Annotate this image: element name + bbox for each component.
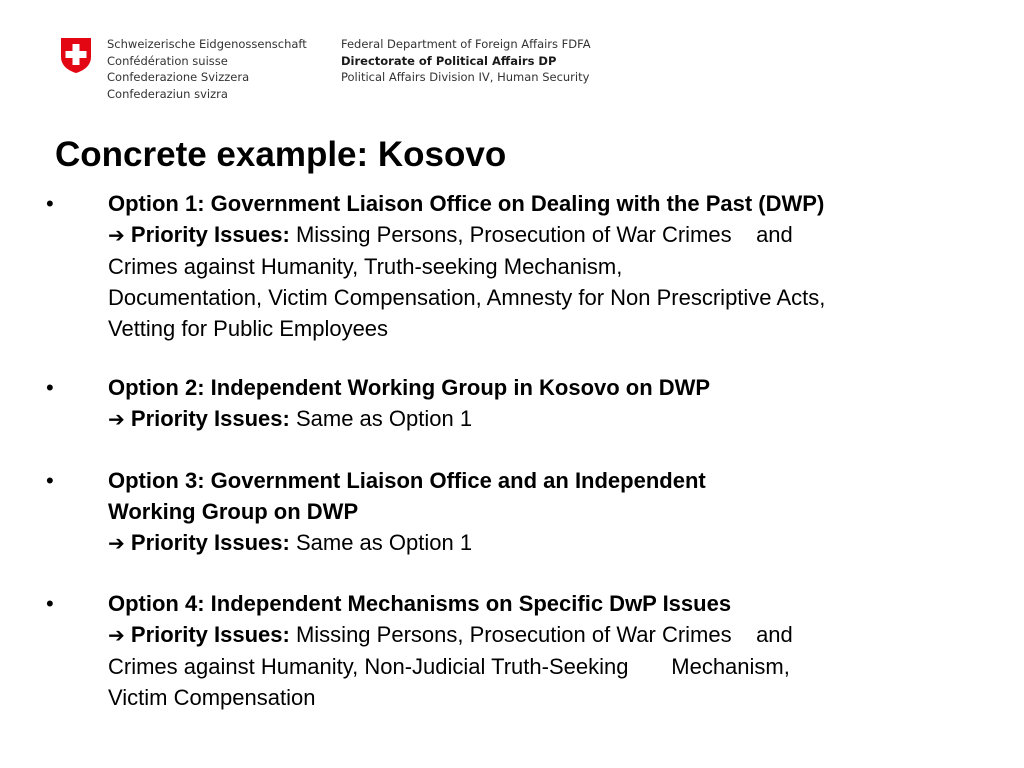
confederation-name-fr: Confédération suisse — [107, 53, 228, 68]
option-text-1 — [108, 188, 1008, 344]
option-heading: Option 2: Independent Working Group in Kosovo on DWP — [108, 375, 711, 400]
priority-line — [108, 527, 1008, 559]
confederation-name-de: Schweizerische Eidgenossenschaft — [107, 37, 307, 51]
priority-line — [108, 619, 1008, 651]
confederation-names — [107, 36, 307, 102]
arrow-right-icon: ➔ — [108, 407, 125, 431]
bullet-icon: • — [46, 468, 54, 493]
priority-text: Victim Compensation — [108, 685, 316, 710]
priority-text: Vetting for Public Employees — [108, 316, 389, 341]
priority-text: Missing Persons, Prosecution of War Crimes and — [295, 622, 793, 647]
option-heading: Working Group on DWP — [108, 499, 359, 524]
priority-text: Crimes against Humanity, Non-Judicial Truth-Seeking Mechanism, — [108, 654, 790, 679]
priority-text: Same as Option 1 — [295, 530, 473, 555]
priority-text: Missing Persons, Prosecution of War Crimes and — [295, 222, 793, 247]
priority-text: Crimes against Humanity, Truth-seeking Mechanism, — [108, 254, 623, 279]
priority-line — [108, 403, 1008, 435]
option-heading: Option 3: Government Liaison Office and an Independent — [108, 468, 706, 493]
arrow-right-icon: ➔ — [108, 531, 125, 555]
option-text-2 — [108, 372, 1008, 435]
arrow-right-icon: ➔ — [108, 623, 125, 647]
directorate-name: Directorate of Political Affairs DP — [341, 53, 557, 68]
priority-label: Priority Issues: — [130, 222, 290, 247]
slide-title: Concrete example: Kosovo — [55, 135, 507, 174]
priority-text: Same as Option 1 — [295, 406, 473, 431]
priority-label: Priority Issues: — [130, 622, 290, 647]
option-text-4 — [108, 588, 1008, 713]
division-name: Political Affairs Division IV, Human Security — [341, 70, 590, 84]
department-info — [341, 36, 591, 86]
option-heading: Option 1: Government Liaison Office on Dealing with the Past (DWP) — [108, 191, 825, 216]
bullet-icon: • — [46, 375, 54, 400]
department-name: Federal Department of Foreign Affairs FDFA — [341, 37, 591, 51]
swiss-cross-icon — [59, 37, 93, 74]
confederation-name-it: Confederazione Svizzera — [107, 70, 250, 84]
priority-line — [108, 219, 1008, 251]
option-heading: Option 4: Independent Mechanisms on Specific DwP Issues — [108, 591, 732, 616]
bullet-icon: • — [46, 591, 54, 616]
priority-label: Priority Issues: — [130, 406, 290, 431]
bullet-icon: • — [46, 191, 54, 216]
option-text-3 — [108, 465, 1008, 559]
confederation-name-rm: Confederaziun svizra — [107, 86, 228, 101]
priority-label: Priority Issues: — [130, 530, 290, 555]
slide-header — [0, 0, 1024, 110]
arrow-right-icon: ➔ — [108, 223, 125, 247]
priority-text: Documentation, Victim Compensation, Amnesty for Non Prescriptive Acts, — [108, 285, 826, 310]
